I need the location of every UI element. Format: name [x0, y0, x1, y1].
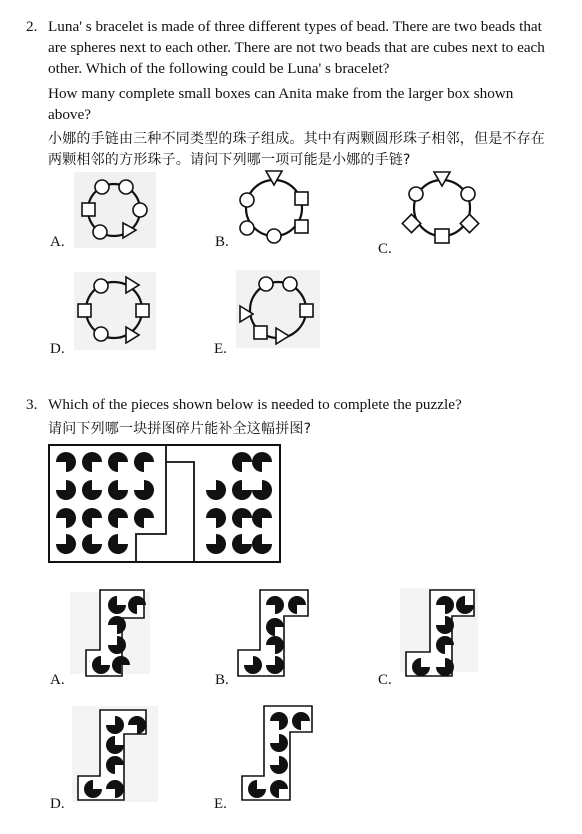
- puzzle-option-label-e: E.: [214, 796, 227, 812]
- option-label-e: E.: [214, 341, 227, 357]
- question-text-en: Luna' s bracelet is made of three different types of bead. There are two beads that are spheres next to each other. There are not two beads that are cubes next to each other. Which of the following could be Luna' s bracelet?: [48, 18, 545, 77]
- bracelet-option-b[interactable]: [232, 166, 318, 250]
- puzzle-piece-option-e[interactable]: [236, 702, 326, 804]
- option-label-a: A.: [50, 234, 65, 250]
- question-text-en: Which of the pieces shown below is needed to complete the puzzle?: [48, 396, 462, 413]
- puzzle-option-label-d: D.: [50, 796, 65, 812]
- bracelet-option-c[interactable]: [398, 166, 488, 250]
- puzzle-piece-option-d[interactable]: [72, 704, 162, 804]
- bracelet-option-d[interactable]: [68, 268, 158, 352]
- puzzle-piece-option-a[interactable]: [70, 588, 150, 680]
- question-text-en-2: How many complete small boxes can Anita make from the larger box shown above?: [48, 85, 514, 123]
- puzzle-piece-option-b[interactable]: [236, 586, 316, 680]
- option-label-d: D.: [50, 341, 65, 357]
- bracelet-option-a[interactable]: [72, 170, 158, 250]
- puzzle-piece-option-c[interactable]: [400, 586, 480, 680]
- question-3: [26, 394, 556, 440]
- puzzle-board: [48, 444, 282, 564]
- question-2: [26, 16, 556, 171]
- puzzle-option-label-a: A.: [50, 672, 65, 688]
- option-label-b: B.: [215, 234, 229, 250]
- puzzle-option-label-b: B.: [215, 672, 229, 688]
- option-label-c: C.: [378, 241, 392, 257]
- question-text-zh: 小娜的手链由三种不同类型的珠子组成。其中有两颗圆形珠子相邻，但是不存在两颗相邻的方形珠子。请问下列哪一项可能是小娜的手链?: [48, 131, 545, 168]
- question-number: 3.: [26, 396, 38, 413]
- puzzle-option-label-c: C.: [378, 672, 392, 688]
- bracelet-option-e[interactable]: [232, 266, 324, 352]
- question-number: 2.: [26, 18, 38, 35]
- question-text-zh: 请问下列哪一块拼图碎片能补全这幅拼图?: [48, 421, 312, 437]
